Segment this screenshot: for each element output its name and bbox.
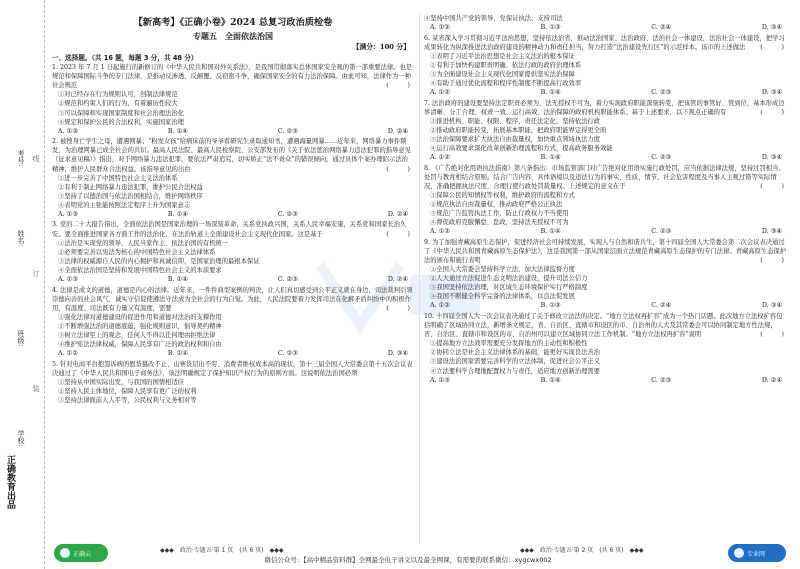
- answer-choices: [424, 88, 788, 97]
- answer-choice: B. ①④: [167, 276, 188, 284]
- question-stem: [52, 360, 414, 378]
- answer-choices: [52, 210, 414, 219]
- question-stem-text: 6. 某省深入学习贯彻习近平法治思想，坚持依法治省，推动法治国家、法治政府、法治社会一体建设，法治社会一体建设，把学习成果转化为纵深推进法治政府建设的精神动力和责任担当，努力打造“法治建设先行区”的示范样本。该市的上述做法: [424, 34, 785, 51]
- answer-choice: D. ②④: [387, 210, 408, 218]
- answer-choice: C. ②③: [277, 350, 298, 358]
- answer-choices: [52, 127, 414, 136]
- answer-choice: A. ①③: [58, 127, 78, 135]
- answer-choice: A. ①③: [430, 376, 450, 384]
- binding-brand: 正确教育出品: [5, 455, 15, 509]
- binding-label-school: 学校:: [17, 430, 25, 447]
- question-option: ③可以保障和实现国家制度和社会治理法治化: [58, 109, 184, 117]
- question-stem-text: 4. 法律是成文的道德，道德是内心的法律。近年来，一件件典型案例的判决，让人们真切感受到公平正义就在身边，司法裁判引领崇德向善的社会风气，诚实守信促使遵法守法成为全社会的行为自觉。为此，人民法院要着力发挥司法在化解矛盾纠纷中的积极作用，有温度、司法既有力量又有温度，需要: [52, 286, 413, 312]
- answer-parentheses: ( ): [760, 331, 784, 339]
- question-option: ②规范执法自由裁量权，推动政府严格公正执法: [430, 201, 563, 209]
- question-option: ④规定和保护公民的合法权利，实施国家治理: [58, 118, 184, 126]
- exam-subtitle: 专题五 全面依法治国: [193, 31, 273, 41]
- question-option: ③建设法治国家需要完善科学的立法体制，促进社会公平正义: [430, 358, 601, 366]
- question-option: ①推进机构、职能、权限、程序、责任法定化，坚持依法行政: [430, 117, 601, 125]
- logo-right-text: 专业网: [747, 550, 766, 558]
- question-stem-text: 7. 法治政府的建设要坚持法定职责必须为、法无授权不可为，着力实现政府职能深刻转变，把该管的事管好、管到位，基本形成边界清晰、分工合理、权责一致、运行高效、法治保障的政府机构职能体系。基于上述要求，以下观点正确的有: [424, 99, 785, 116]
- exam-title: 【新高考】《正确小卷》2024 总复习政治质检卷: [133, 17, 333, 28]
- question-stem-text: ④坚持中国共产党的领导，党保证执法、支持司法: [424, 15, 563, 22]
- answer-choice: C. ②③: [651, 154, 672, 162]
- question-option: ②坚持人民主体地位，保障人民享有更广泛的权利: [58, 387, 197, 395]
- question-stem-text: 10. 十四届全国人大一次会议表决通过了关于修改立法法的决定。“地方立法权再扩容”成为一个热门话题。此次地方立法权扩容包括明确了区域协同立法，新增条文规定，省、自治区、直辖市和设区的市、自治州的人大及其常委会可以协同制定地方性法规，省、自治区、直辖市和设区的市、自治州可以建立区域协同立法工作机制。“地方立法权再扩容”说明: [424, 312, 783, 339]
- binding-mark-bind: 订: [32, 270, 40, 277]
- brand-logo-right: [728, 544, 786, 562]
- question-option: ③树立法律至上的观念，任何人不得以任何理由拒绝法律: [58, 331, 216, 339]
- brand-logo-left: [54, 544, 108, 562]
- answer-parentheses: ( ): [386, 82, 410, 90]
- question-option: ②必须要完善以宪法为核心的中国特色社会主义法律体系: [58, 248, 216, 256]
- answer-choice: A. ①②: [430, 154, 450, 162]
- question-block: [424, 312, 788, 385]
- question-option: ④立法要科学合理地配置权力与责任，适应地方创新治理需要: [430, 367, 601, 375]
- question-stem-text: 1. 2023 年 7 月 1 日起施行的新修订的《中华人民共和国对外关系法》，是我国贯彻落实总体国家安全观的第一部重要法律。也是规范和保障国际斗争的专门法律，是推动反渗透、反颠覆、反窃密斗争，确保国家安全的有力法治保障。由此可知，法律作为一种社会规范: [52, 64, 413, 90]
- answer-choice: D. ②④: [761, 376, 782, 384]
- question-block: [424, 164, 788, 237]
- question-option: ①表明了习近平法治思想是社会主义法治的根本保证: [430, 52, 575, 60]
- question-option: ②有利于制止网络暴力违法犯罪，维护公民合法权益: [58, 183, 203, 191]
- answer-choice: C. ②③: [277, 276, 298, 284]
- answer-parentheses: ( ): [386, 304, 410, 312]
- question-option: ④运行高效要求深化改革创新治理流程和方式，提高政务服务效能: [430, 145, 613, 153]
- question-option: ①全国人大常委会坚持科学立法，加大法律监督力度: [430, 266, 575, 274]
- answer-choice: A. ①③: [58, 276, 78, 284]
- right-column: [424, 14, 788, 386]
- question-stem: [424, 238, 788, 265]
- question-stem: [52, 63, 414, 90]
- answer-choice: C. ②④: [651, 24, 672, 32]
- answer-parentheses: ( ): [386, 165, 410, 173]
- answer-choice: B. ①③: [540, 302, 561, 310]
- question-stem-text: 8. 《广告绝对化用语执法指南》第八条指出：市场监管部门对广告绝对化用语实施行政处罚，应当依据法律法规，坚持过罚相当、处罚与教育相结合原则。结合广告内容、具体语境以及违法行为的事实、性质、情节、社会危害程度及当事人主观过错等实际情况，准确把握执法尺度，合理行使行政处罚裁量权。上述规定的意义在于: [424, 164, 785, 190]
- question-block: [52, 360, 414, 405]
- page-number-right: ◆◆◆ 政治·专题五·第 2 页 (共 6 页) ◆◆◆: [520, 547, 644, 554]
- question-option: ②不断增强法治的道德底蕴，强化规则意识，倡导契约精神: [58, 322, 222, 330]
- answer-choices: [52, 275, 414, 284]
- logo-dot-icon: [60, 548, 70, 558]
- question-option: ②规范和约束人们的行为，有着遍历性较大: [58, 100, 178, 108]
- answer-choice: C. ②③: [651, 376, 672, 384]
- question-option: ④表明党的主张能按照法定程序上升为国家意志: [58, 201, 191, 209]
- question-option: ①进一步完善了中国特色社会主义法治体系: [58, 174, 178, 182]
- answer-choice: A. ①②: [430, 302, 450, 310]
- page-number-left: ◆◆◆ 政治·专题五·第 1 页 (共 6 页) ◆◆◆: [160, 547, 284, 554]
- question-option: ③法律的权威源自人民的内心拥护和真诚信仰，是国家治理的最根本保证: [58, 257, 260, 265]
- question-block: [424, 34, 788, 98]
- question-block: [52, 286, 414, 359]
- answer-choice: B. ①④: [540, 89, 561, 97]
- column-divider: [419, 14, 420, 544]
- answer-choice: B. ①③: [540, 24, 561, 32]
- binding-mark-staple: 装: [32, 385, 40, 392]
- answer-parentheses: ( ): [760, 182, 784, 190]
- answer-choice: D. ③④: [761, 228, 782, 236]
- answer-choice: B. ①④: [540, 154, 561, 162]
- answer-choices: [424, 153, 788, 162]
- question-block: [52, 63, 414, 136]
- answer-choices: [424, 227, 788, 236]
- footer-notice: 微信公众号：【高中精品资料群】全网最全电子讲义以及最全网课，有需要的联系微信：xygcwx002: [264, 556, 552, 564]
- answer-choice: A. ①②: [430, 228, 450, 236]
- answer-choice: A. ①③: [58, 210, 78, 218]
- answer-choice: A. ①②: [430, 89, 450, 97]
- answer-choices: [424, 23, 788, 32]
- binding-strip: [0, 0, 45, 569]
- logo-left-text: 正确云: [73, 550, 92, 558]
- question-stem: [424, 14, 788, 23]
- question-option: ③法治保障要求扩大执法自由裁量权，加快重点领域执法力度: [430, 136, 601, 143]
- question-stem-text: 3. 党的二十大报告指出，全面依法治国是国家治理的一场深刻革命，关系党执政兴国，关系人民幸福安康，关系党和国家长治久安。要全面推进国家各方面工作的法治化，在法治轨道上全面建设社会主义现代化国家。这是基于: [52, 221, 407, 238]
- question-stem: [424, 99, 788, 117]
- question-option: ①坚持从中国实际出发，与我国的国情相适应: [58, 378, 184, 386]
- right-question-list: [424, 14, 788, 385]
- question-block: [52, 137, 414, 219]
- question-option: ③为全面建设社会主义现代化国家提供坚实法治保障: [430, 70, 575, 78]
- question-option: ①强化法律对道德建设的促进作用和道德对法治的支撑作用: [58, 313, 222, 321]
- answer-choice: C. ②③: [651, 89, 672, 97]
- question-stem: [52, 220, 414, 238]
- question-block: [424, 238, 788, 311]
- question-option: ④维护宪法法律权威，保障人民享有广泛的政治权利和自由: [58, 341, 222, 349]
- answer-choice: B. ①④: [540, 228, 561, 236]
- question-option: ②推动政府职能转变，拓展基本职能，把政府职能界定得更全面: [430, 126, 607, 134]
- answer-parentheses: ( ): [760, 108, 784, 116]
- answer-choice: D. ③④: [761, 154, 782, 162]
- question-stem: [424, 164, 788, 191]
- question-stem: [52, 286, 414, 313]
- question-stem-text: 5. 针对电商平台抱怨诉病的假货篡改不止、山寨货层出不穷、消费者维权成本高的现状，第十三届全国人大常委会第十五次会议表决通过了《中华人民共和国电子商务法》，该法明确规定了保护知识产权行为的原则方面。这说明依法治国必须: [52, 360, 413, 377]
- question-stem-text: 9. 为了加强青藏高原生态保护，促进经济社会可持续发展，实现人与自然和谐共生，第十四届全国人大常委会第二次会议表决通过了《中华人民共和国青藏高原生态保护法》，这是我国第一部从国家层面立法规范青藏高原生态保护的专门法律。青藏高原生态保护法的颁布和施行表明: [424, 238, 787, 264]
- left-column: [52, 14, 414, 407]
- answer-choice: C. ②③: [277, 127, 298, 135]
- answer-choice: C. ②③: [277, 210, 298, 218]
- question-block: [424, 14, 788, 32]
- score-label: 【满分：100 分】: [352, 43, 410, 51]
- question-option: ④督促政府克服懈怠、怠政，坚持法无授权不可为: [430, 219, 569, 227]
- question-option: ②有利于加快构建职责明确、依法行政的政府治理体系: [430, 61, 582, 69]
- question-option: ①提高地方立法效率需要充分发挥地方的主动性和积极性: [430, 340, 588, 348]
- answer-parentheses: ( ): [760, 257, 784, 264]
- question-block: [424, 99, 788, 163]
- section-heading: 一、选择题。（共 16 题，每题 3 分，共 48 分）: [52, 54, 198, 63]
- question-option: ②协同立法是社会主义法律体系的基础，能更好实现良法善治: [430, 349, 601, 357]
- answer-choices: [52, 349, 414, 358]
- answer-parentheses: ( ): [760, 43, 784, 51]
- binding-label-name: 姓名:: [17, 230, 25, 247]
- question-stem-text: 2. 被搜身亡学生之母，遭遇网暴；“粉发女孩”给病床前的爷爷看研究生录取通知书，遭遇海量网暴……近年来，网络暴力事件频发，为治理网暴已成全社会的共识。最高人民法院、最高人民检察院、公安部发布的《关于依法惩治网络暴力违法犯罪的指导意见（征求意见稿）》指出，对于网络暴力违法犯罪，要依法严肃追究，切实矫正“法不责众”的错误倾向，通过具体个案办理昭示法治精神，维护人民群众合法权益。该指导意见的出台: [52, 138, 411, 173]
- question-stem: [424, 34, 788, 52]
- answer-choice: D. ②④: [387, 127, 408, 135]
- binding-label-class: 班级:: [17, 330, 25, 347]
- answer-choice: D. ③④: [761, 302, 782, 310]
- answer-choice: D. ③④: [761, 24, 782, 32]
- answer-choice: B. ①④: [167, 210, 188, 218]
- question-option: ③坚持了以德治国与依法治国相结合，维护网络秩序: [58, 192, 203, 200]
- question-stem: [52, 137, 414, 173]
- question-option: ②人大通过立法促进生态文明法治建设，提升司法公信力: [430, 275, 588, 283]
- question-option: ③坚持法律面前人人平等，公民权利与义务相对等: [58, 397, 197, 405]
- answer-parentheses: ( ): [386, 230, 410, 238]
- question-option: ④我国不断健全科学完备的法律体系，以良法促发展: [430, 293, 575, 301]
- answer-choice: D. ③④: [761, 89, 782, 97]
- answer-choice: C. ②④: [651, 302, 672, 310]
- question-option: ④全面依法治国是坚持和发展中国特色社会主义的本质要求: [58, 266, 222, 274]
- question-stem: [424, 312, 788, 339]
- question-option: ①保障公民的知情权等权利，维护政府的流程和方式: [430, 191, 575, 199]
- answer-choice: B. ①④: [540, 376, 561, 384]
- answer-choice: A. ①②: [430, 24, 450, 32]
- answer-choice: B. ①④: [167, 127, 188, 135]
- question-option: ③我国坚持依法治理，对区域生态环境保护实行严格制度: [430, 284, 588, 292]
- question-option: ①对已经存在行为规则认可，创制法律规范: [58, 91, 178, 99]
- binding-label-exam-number: 考号:: [17, 150, 25, 167]
- binding-mark-line: 线: [32, 155, 40, 162]
- answer-choice: D. ②④: [387, 276, 408, 284]
- answer-choice: A. ①②: [58, 350, 78, 358]
- answer-choices: [424, 376, 788, 385]
- question-option: ③规范广告监管执法工作，防止行政权力不当使用: [430, 210, 569, 218]
- answer-choices: [424, 301, 788, 310]
- left-question-list: [52, 63, 414, 405]
- question-option: ④有助于通过优化流程和程序性制度不断提高行政效率: [430, 80, 582, 88]
- logo-dot-icon: [734, 548, 744, 558]
- question-option: ①法治是实现党的领导、人民当家作主、依法治国的有机统一: [58, 239, 229, 247]
- answer-choice: C. ②③: [651, 228, 672, 236]
- answer-choice: B. ①④: [167, 350, 188, 358]
- answer-choice: D. ③④: [387, 350, 408, 358]
- question-block: [52, 220, 414, 284]
